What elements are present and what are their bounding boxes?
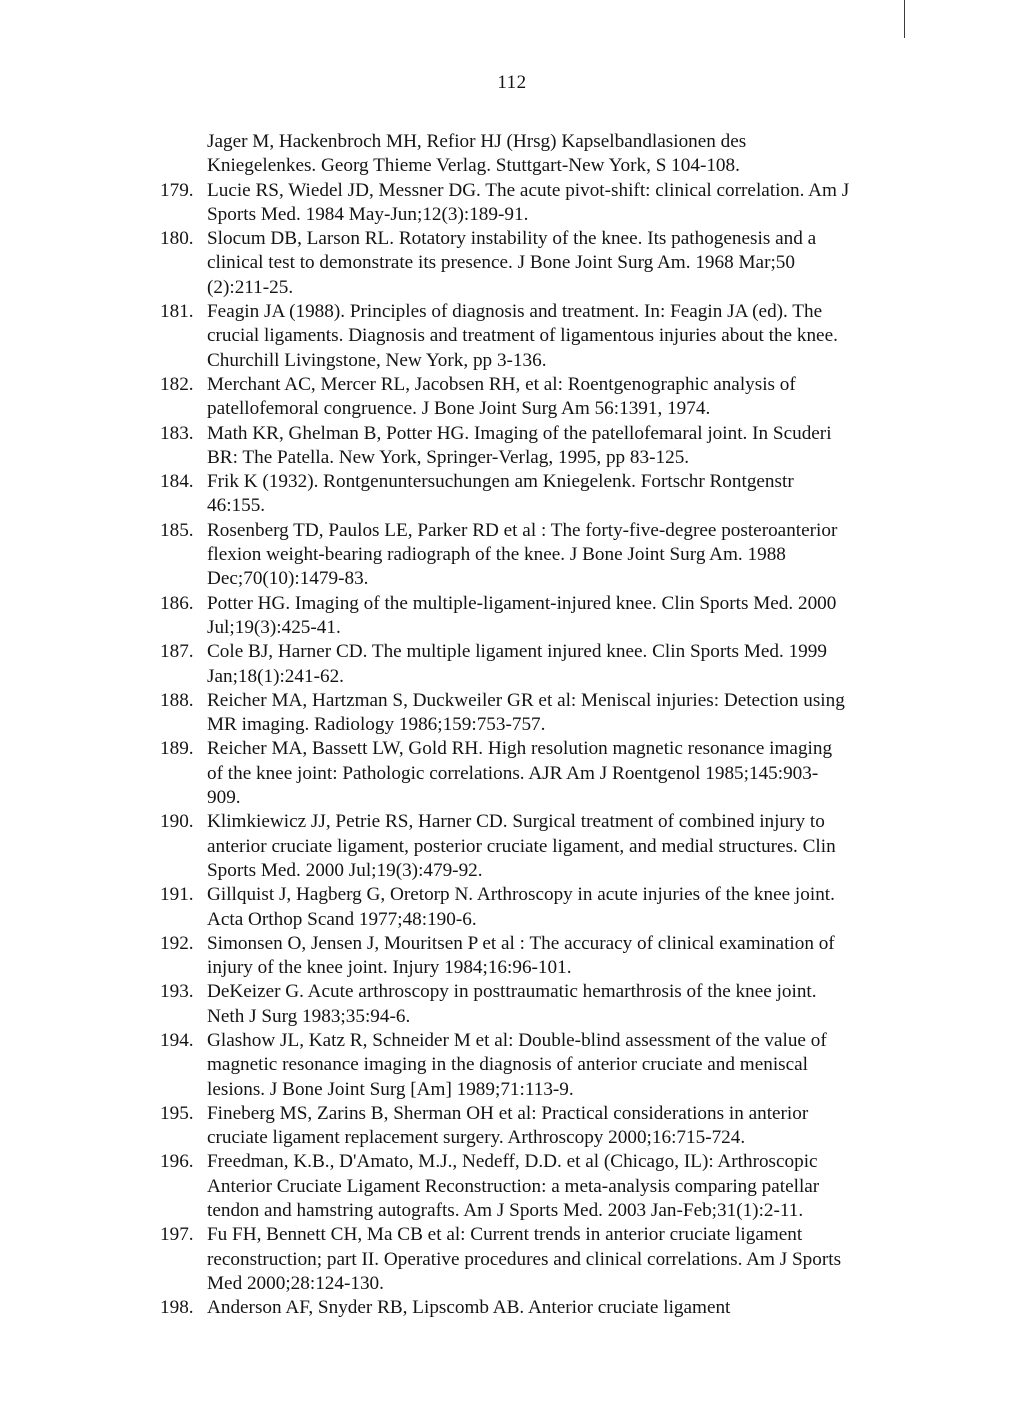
reference-item: [160, 932, 850, 981]
reference-item: [160, 689, 850, 738]
reference-text: Feagin JA (1988). Principles of diagnosis and treatment. In: Feagin JA (ed). The crucial ligaments. Diagnosis and treatment of ligamentous injuries about the knee. Churchill Livingstone, New York, pp 3-136.: [207, 301, 838, 371]
reference-number: 195.: [160, 1102, 194, 1124]
reference-number: 185.: [160, 519, 194, 541]
reference-number: 189.: [160, 738, 194, 760]
reference-number: 180.: [160, 228, 194, 250]
reference-item: [160, 1150, 850, 1223]
reference-list: [160, 130, 850, 1321]
reference-text: DeKeizer G. Acute arthroscopy in posttraumatic hemarthrosis of the knee joint. Neth J Surg 1983;35:94-6.: [207, 981, 817, 1027]
reference-number: 191.: [160, 884, 194, 906]
reference-text: Frik K (1932). Rontgenuntersuchungen am Kniegelenk. Fortschr Rontgenstr 46:155.: [207, 471, 794, 517]
reference-item: [160, 592, 850, 641]
reference-text: Potter HG. Imaging of the multiple-ligament-injured knee. Clin Sports Med. 2000 Jul;19(3):425-41.: [207, 592, 837, 638]
reference-item: [160, 883, 850, 932]
reference-number: 190.: [160, 811, 194, 833]
reference-number: 184.: [160, 471, 194, 493]
reference-item: [160, 470, 850, 519]
reference-text: Simonsen O, Jensen J, Mouritsen P et al : The accuracy of clinical examination of injury of the knee joint. Injury 1984;16:96-101.: [207, 932, 835, 979]
reference-text: Reicher MA, Bassett LW, Gold RH. High resolution magnetic resonance imaging of the knee joint: Pathologic correlations. AJR Am J Roentgenol 1985;145:903-909.: [207, 738, 833, 809]
reference-item: [160, 810, 850, 883]
reference-item: [160, 980, 850, 1029]
reference-number: 196.: [160, 1151, 194, 1173]
reference-item: [160, 1223, 850, 1296]
reference-text: Jager M, Hackenbroch MH, Refior HJ (Hrsg) Kapselbandlasionen des Kniegelenkes. Georg Thieme Verlag. Stuttgart-New York, S 104-108.: [207, 131, 747, 177]
reference-text: Gillquist J, Hagberg G, Oretorp N. Arthroscopy in acute injuries of the knee joint. Acta Orthop Scand 1977;48:190-6.: [207, 884, 835, 930]
page-number: 112: [497, 72, 527, 93]
reference-text: Lucie RS, Wiedel JD, Messner DG. The acute pivot-shift: clinical correlation. Am J Sports Med. 1984 May-Jun;12(3):189-91.: [207, 179, 850, 225]
reference-text: Cole BJ, Harner CD. The multiple ligament injured knee. Clin Sports Med. 1999 Jan;18(1):241-62.: [207, 641, 827, 687]
reference-item: [160, 227, 850, 300]
reference-text: Glashow JL, Katz R, Schneider M et al: Double-blind assessment of the value of magnetic resonance imaging in the diagnosis of anterior cruciate and meniscal lesions. J Bone Joint Surg [Am] 1989;71:113-9.: [207, 1029, 827, 1100]
reference-text: Anderson AF, Snyder RB, Lipscomb AB. Anterior cruciate ligament: [207, 1297, 731, 1319]
reference-text: Klimkiewicz JJ, Petrie RS, Harner CD. Surgical treatment of combined injury to anterior cruciate ligament, posterior cruciate ligament, and medial structures. Clin Sports Med. 2000 Jul;19(3):479-92.: [207, 811, 836, 881]
reference-item: [160, 1102, 850, 1151]
reference-item: [160, 737, 850, 810]
reference-item: [160, 1296, 850, 1320]
reference-number: 193.: [160, 981, 194, 1003]
reference-number: 182.: [160, 373, 194, 395]
reference-item: [160, 373, 850, 422]
scan-edge-mark: [904, 0, 905, 38]
reference-number: 181.: [160, 301, 194, 323]
reference-item: [160, 1029, 850, 1102]
reference-text: Fineberg MS, Zarins B, Sherman OH et al: Practical considerations in anterior cruciate ligament replacement surgery. Arthroscopy 2000;16:715-724.: [207, 1102, 809, 1149]
reference-text: Reicher MA, Hartzman S, Duckweiler GR et al: Meniscal injuries: Detection using MR imaging. Radiology 1986;159:753-757.: [207, 689, 845, 736]
reference-text: Freedman, K.B., D'Amato, M.J., Nedeff, D.D. et al (Chicago, IL): Arthroscopic Anterior Cruciate Ligament Reconstruction: a meta-analysis comparing patellar tendon and hamstring autografts. Am J Sports Med. 2003 Jan-Feb;31(1):2-11.: [207, 1151, 820, 1222]
reference-text: Merchant AC, Mercer RL, Jacobsen RH, et al: Roentgenographic analysis of patellofemoral congruence. J Bone Joint Surg Am 56:1391, 1974.: [207, 373, 796, 420]
reference-number: 188.: [160, 689, 194, 711]
reference-item: [160, 422, 850, 471]
reference-text: Slocum DB, Larson RL. Rotatory instability of the knee. Its pathogenesis and a clinical test to demonstrate its presence. J Bone Joint Surg Am. 1968 Mar;50 (2):211-25.: [207, 228, 817, 298]
reference-text: Fu FH, Bennett CH, Ma CB et al: Current trends in anterior cruciate ligament reconstruction; part II. Operative procedures and clinical correlations. Am J Sports Med 2000;28:124-130.: [207, 1224, 842, 1294]
reference-text: Math KR, Ghelman B, Potter HG. Imaging of the patellofemaral joint. In Scuderi BR: The Patella. New York, Springer-Verlag, 1995, pp 83-125.: [207, 422, 832, 468]
reference-number: 179.: [160, 179, 194, 201]
reference-number: 198.: [160, 1297, 194, 1319]
reference-number: 194.: [160, 1029, 194, 1051]
reference-number: 187.: [160, 641, 194, 663]
reference-number: 183.: [160, 422, 194, 444]
reference-number: 197.: [160, 1224, 194, 1246]
reference-item: [160, 130, 850, 179]
reference-item: [160, 300, 850, 373]
reference-item: [160, 179, 850, 228]
reference-item: [160, 640, 850, 689]
reference-item: [160, 519, 850, 592]
reference-text: Rosenberg TD, Paulos LE, Parker RD et al : The forty-five-degree posteroanterior flexion weight-bearing radiograph of the knee. J Bone Joint Surg Am. 1988 Dec;70(10):1479-83.: [207, 519, 838, 590]
reference-number: 186.: [160, 592, 194, 614]
reference-number: 192.: [160, 932, 194, 954]
